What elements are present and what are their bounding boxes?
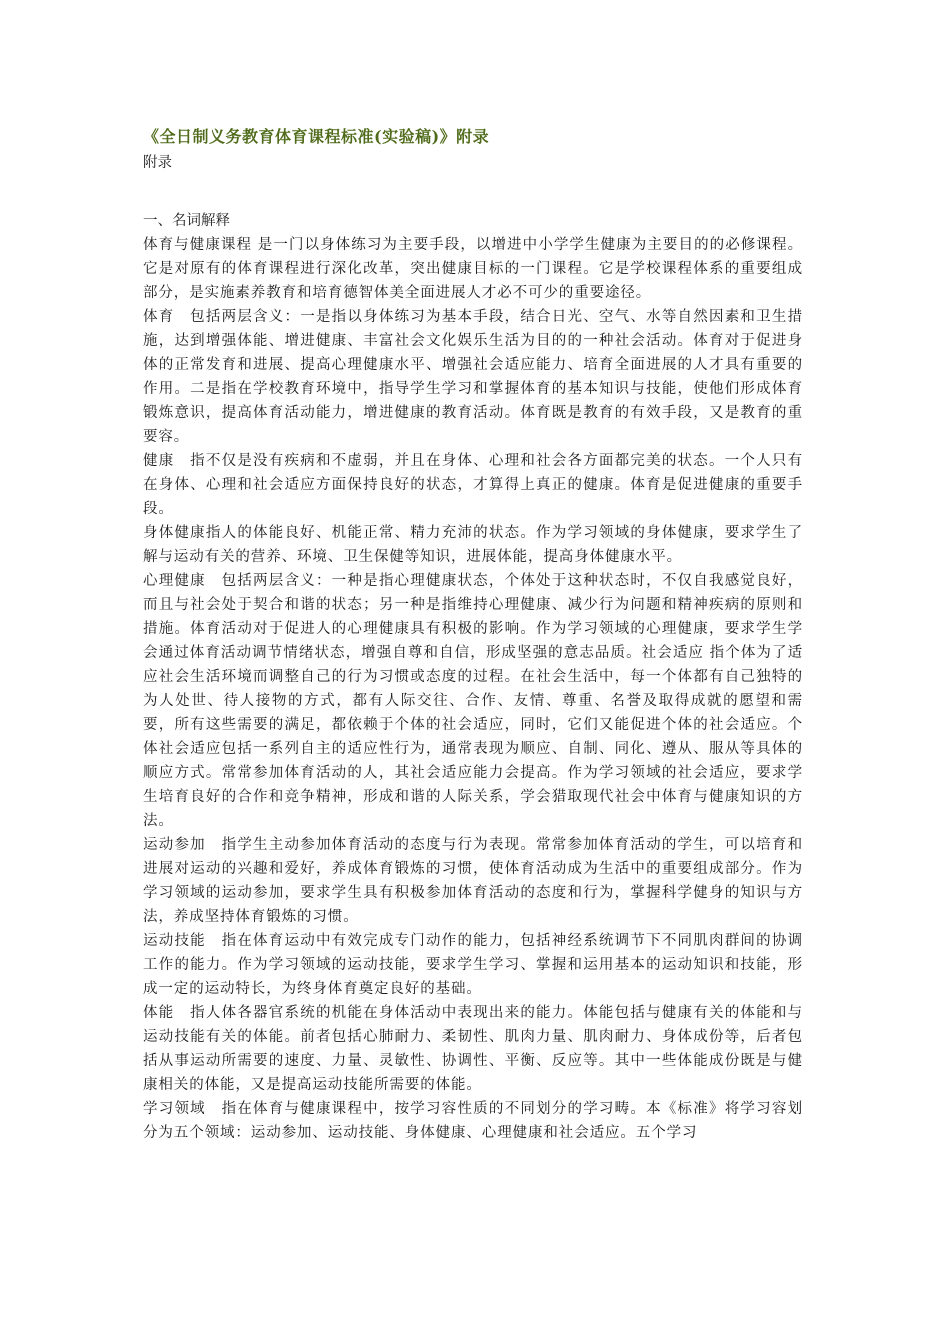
paragraph-course-definition: 体育与健康课程 是一门以身体练习为主要手段，以增进中小学学生健康为主要目的的必修课程。它是对原有的体育课程进行深化改革，突出健康目标的一门课程。它是学校课程体系的重要组成部分，是实施素养教育和培育德智体美全面进展人才必不可少的重要途径。	[143, 237, 803, 301]
paragraph-mental-health: 心理健康 包括两层含义：一种是指心理健康状态，个体处于这种状态时，不仅自我感觉良好，而且与社会处于契合和谐的状态；另一种是指维持心理健康、减少行为问题和精神疾病的原则和措施。体育活动对于促进人的心理健康具有积极的影响。作为学习领域的心理健康，要求学生学会通过体育活动调节情绪状态，增强自尊和自信，形成坚强的意志品质。社会适应 指个体为了适应社会生活环境而调整自己的行为习惯或态度的过程。在社会生活中，每一个体都有自己独特的为人处世、待人接物的方式，都有人际交往、合作、友情、尊重、名誉及取得成就的愿望和需要，所有这些需要的满足，都依赖于个体的社会适应，同时，它们又能促进个体的社会适应。个体社会适应包括一系列自主的适应性行为，通常表现为顺应、自制、同化、遵从、服从等具体的顺应方式。常常参加体育活动的人，其社会适应能力会提高。作为学习领域的社会适应，要求学生培育良好的合作和竞争精神，形成和谐的人际关系，学会猎取现代社会中体育与健康知识的方法。	[143, 573, 803, 829]
paragraph-fitness: 体能 指人体各器官系统的机能在身体活动中表现出来的能力。体能包括与健康有关的体能和与运动技能有关的体能。前者包括心肺耐力、柔韧性、肌肉力量、肌肉耐力、身体成份等，后者包括从事运动所需要的速度、力量、灵敏性、协调性、平衡、反应等。其中一些体能成份既是与健康相关的体能，又是提高运动技能所需要的体能。	[143, 1005, 803, 1093]
document-subtitle: 附录	[143, 155, 172, 171]
paragraph-health: 健康 指不仅是没有疾病和不虚弱，并且在身体、心理和社会各方面都完美的状态。一个人只有在身体、心理和社会适应方面保持良好的状态，才算得上真正的健康。体育是促进健康的重要手段。	[143, 453, 803, 517]
document-title: 《全日制义务教育体育课程标准(实验稿)》附录	[143, 127, 490, 146]
document-page	[143, 126, 803, 1145]
paragraph-motor-skills: 运动技能 指在体育运动中有效完成专门动作的能力，包括神经系统调节下不同肌肉群间的协调工作的能力。作为学习领域的运动技能，要求学生学习、掌握和运用基本的运动知识和技能，形成一定的运动特长，为终身体育奠定良好的基础。	[143, 933, 803, 997]
paragraph-sports-participation: 运动参加 指学生主动参加体育活动的态度与行为表现。常常参加体育活动的学生，可以培育和进展对运动的兴趣和爱好，养成体育锻炼的习惯，使体育活动成为生活中的重要组成部分。作为学习领域的运动参加，要求学生具有积极参加体育活动的态度和行为，掌握科学健身的知识与方法，养成坚持体育锻炼的习惯。	[143, 837, 803, 925]
paragraph-learning-domains: 学习领域 指在体育与健康课程中，按学习容性质的不同划分的学习畴。本《标准》将学习容划分为五个领域：运动参加、运动技能、身体健康、心理健康和社会适应。五个学习	[143, 1101, 803, 1141]
section-heading: 一、名词解释	[143, 213, 230, 229]
paragraph-physical-education: 体育 包括两层含义：一是指以身体练习为基本手段，结合日光、空气、水等自然因素和卫生措施，达到增强体能、增进健康、丰富社会文化娱乐生活为目的的一种社会活动。体育对于促进身体的正常发育和进展、提高心理健康水平、增强社会适应能力、培育全面进展的人才具有重要的作用。二是指在学校教育环境中，指导学生学习和掌握体育的基本知识与技能，使他们形成体育锻炼意识，提高体育活动能力，增进健康的教育活动。体育既是教育的有效手段，又是教育的重要容。	[143, 309, 803, 445]
paragraph-physical-health: 身体健康指人的体能良好、机能正常、精力充沛的状态。作为学习领域的身体健康，要求学生了解与运动有关的营养、环境、卫生保健等知识，进展体能，提高身体健康水平。	[143, 525, 803, 565]
